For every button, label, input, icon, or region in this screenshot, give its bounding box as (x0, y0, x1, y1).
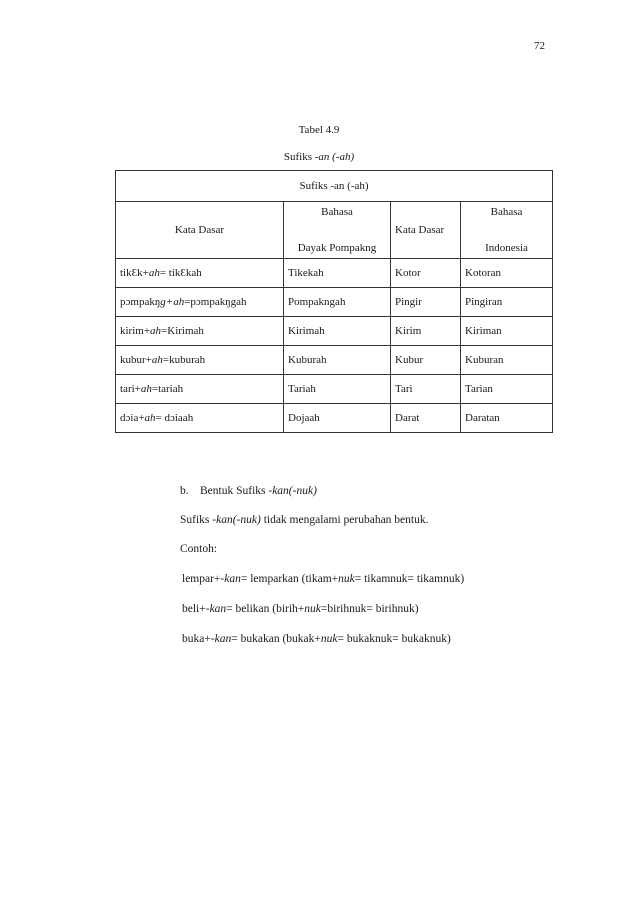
cell-indonesia: Kotoran (461, 259, 553, 288)
header-kata-dasar: Kata Dasar (116, 202, 284, 259)
example-italic: -kan (210, 633, 232, 645)
example-line (182, 633, 451, 645)
cell-indonesia: Tarian (461, 375, 553, 404)
table-title: Tabel 4.9 (298, 124, 340, 136)
cell-indonesia: Kiriman (461, 317, 553, 346)
example-part: beli+ (182, 603, 206, 615)
cell-dayak: Pompakngah (284, 288, 391, 317)
cell-indonesia: Kuburan (461, 346, 553, 375)
cell-suffix: ah (150, 325, 162, 337)
example-part: =birihnuk= birihnuk) (320, 603, 419, 615)
table-row (116, 346, 553, 375)
cell-indonesia: Daratan (461, 404, 553, 433)
cell-base-part: pɔmpakŋ (120, 296, 161, 308)
cell-kata-dasar: Kirim (391, 317, 461, 346)
cell-dayak: Tariah (284, 375, 391, 404)
example-part: = bukaknuk= bukaknuk) (337, 633, 451, 645)
cell-base-part: kirim+ (120, 325, 151, 337)
example-part: lempar+ (182, 573, 221, 585)
cell-dayak: Kirimah (284, 317, 391, 346)
cell-base-word (116, 259, 284, 288)
table-subtitle-italic: -an (-ah) (314, 151, 355, 163)
cell-kata-dasar: Kotor (391, 259, 461, 288)
desc-prefix: Sufiks (180, 514, 213, 526)
example-line (182, 603, 419, 615)
example-label: Contoh: (180, 543, 218, 555)
cell-base-part: tari+ (120, 383, 141, 395)
cell-base-result: = tikƐkah (159, 267, 202, 279)
cell-base-word (116, 317, 284, 346)
page-number: 72 (534, 40, 545, 52)
cell-dayak: Dojaah (284, 404, 391, 433)
cell-base-word (116, 375, 284, 404)
table-header-span-row (116, 171, 553, 202)
table-row (116, 288, 553, 317)
cell-base-result: =tariah (151, 383, 184, 395)
cell-base-word (116, 404, 284, 433)
example-part: = lemparkan (tikam+ (240, 573, 339, 585)
section-description (180, 514, 428, 526)
cell-base-result: = dɔiaah (155, 412, 194, 424)
cell-suffix: ah (148, 267, 160, 279)
table-row (116, 375, 553, 404)
cell-indonesia: Pingiran (461, 288, 553, 317)
cell-base-part: dɔia+ (120, 412, 145, 424)
desc-italic: -kan(-nuk) (212, 514, 261, 526)
table-subtitle (0, 151, 638, 163)
example-part: = tikamnuk= tikamnuk) (354, 573, 465, 585)
section-heading-text: Bentuk Sufiks (200, 485, 269, 497)
suffix-table (115, 170, 553, 433)
table-header-row (116, 202, 553, 259)
table-row (116, 404, 553, 433)
cell-kata-dasar: Tari (391, 375, 461, 404)
header-bahasa-indonesia-line2: Indonesia (485, 242, 528, 254)
example-italic: nuk (320, 633, 338, 645)
example-part: buka+ (182, 633, 211, 645)
header-bahasa-indonesia (461, 202, 553, 259)
header-bahasa-dayak (284, 202, 391, 259)
cell-dayak: Tikekah (284, 259, 391, 288)
cell-base-result: =kuburah (162, 354, 206, 366)
section-heading (180, 485, 317, 497)
cell-kata-dasar: Kubur (391, 346, 461, 375)
cell-kata-dasar: Darat (391, 404, 461, 433)
example-italic: -kan (220, 573, 241, 585)
cell-base-word (116, 346, 284, 375)
cell-base-part: kubur+ (120, 354, 152, 366)
example-part: = bukakan (bukak+ (231, 633, 321, 645)
cell-dayak: Kuburah (284, 346, 391, 375)
cell-base-result: =Kirimah (161, 325, 204, 337)
table-subtitle-text: Sufiks (283, 151, 315, 163)
cell-suffix: ah (140, 383, 152, 395)
example-part: = belikan (birih+ (226, 603, 305, 615)
example-line (182, 573, 464, 585)
example-italic: -kan (205, 603, 227, 615)
table-row (116, 259, 553, 288)
cell-suffix: ah (151, 354, 163, 366)
header-bahasa-dayak-line1: Bahasa (321, 206, 353, 218)
cell-suffix: ah (144, 412, 156, 424)
header-kata-dasar-2: Kata Dasar (391, 202, 461, 259)
table-row (116, 317, 553, 346)
cell-base-result: =pɔmpakŋgah (184, 296, 247, 308)
header-bahasa-indonesia-line1: Bahasa (490, 206, 523, 218)
cell-kata-dasar: Pingir (391, 288, 461, 317)
cell-suffix: g+ah (160, 296, 185, 308)
example-italic: nuk (304, 603, 321, 615)
cell-base-word (116, 288, 284, 317)
header-bahasa-dayak-line2: Dayak Pompakng (297, 242, 377, 254)
desc-suffix: tidak mengalami perubahan bentuk. (260, 514, 429, 526)
cell-base-part: tikƐk+ (120, 267, 149, 279)
section-marker: b. (180, 485, 189, 497)
header-span: Sufiks -an (-ah) (116, 171, 553, 202)
example-italic: nuk (338, 573, 355, 585)
section-heading-italic: -kan(-nuk) (268, 485, 317, 497)
